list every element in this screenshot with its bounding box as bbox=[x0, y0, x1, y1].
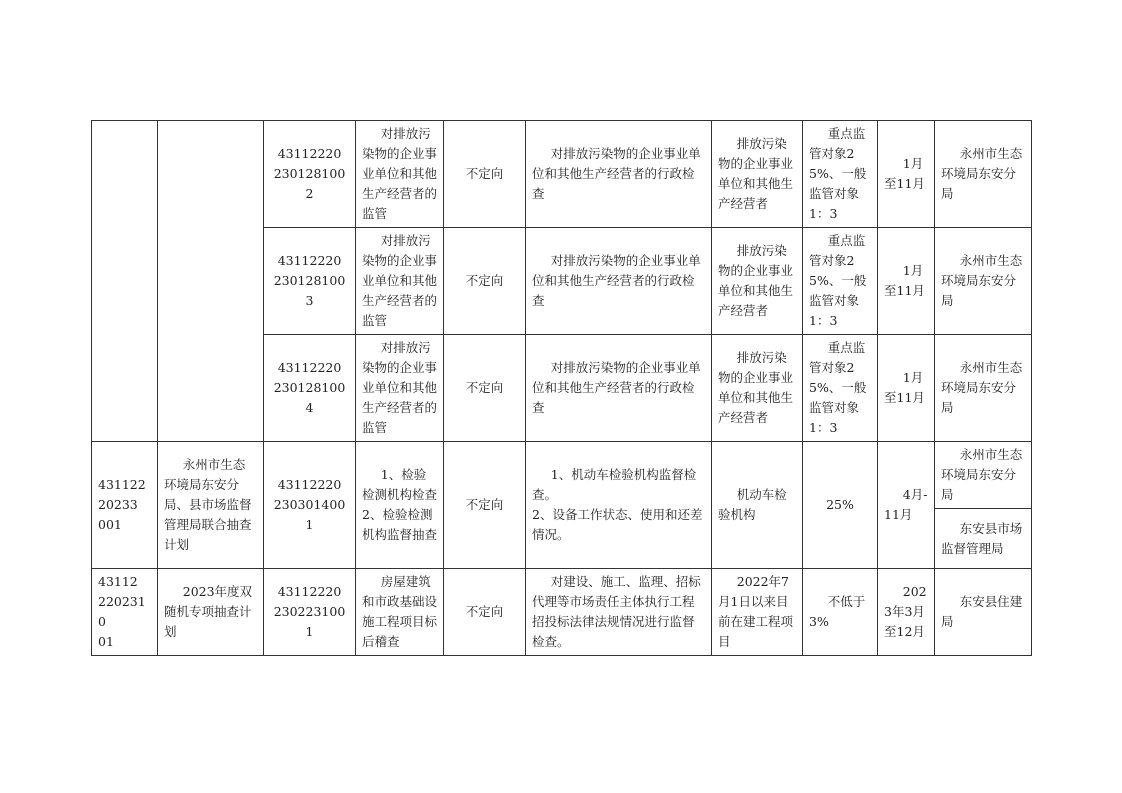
inspection-content-cell: 对建设、施工、监理、招标代理等市场责任主体执行工程招投标法律法规情况进行监督检查。 bbox=[526, 569, 712, 656]
sampling-ratio-cell: 重点监管对象25%、一般监管对象1：3 bbox=[803, 121, 878, 228]
inspection-item-cell: 对排放污染物的企业事业单位和其他生产经营者的监管 bbox=[356, 228, 444, 335]
department-cell: 东安县住建局 bbox=[935, 569, 1032, 656]
plan-name-cell bbox=[158, 121, 264, 442]
inspection-target-cell: 排放污染物的企业事业单位和其他生产经营者 bbox=[712, 335, 803, 442]
department-cell: 永州市生态环境局东安分局 bbox=[935, 335, 1032, 442]
plan-code-cell: 43112 2202310 01 bbox=[92, 569, 158, 656]
inspection-target-cell: 排放污染物的企业事业单位和其他生产经营者 bbox=[712, 121, 803, 228]
time-range-cell: 2023年3月至12月 bbox=[878, 569, 935, 656]
department-cell: 永州市生态环境局东安分局 bbox=[935, 121, 1032, 228]
inspection-content-cell: 对排放污染物的企业事业单位和其他生产经营者的行政检查 bbox=[526, 121, 712, 228]
inspection-target-cell: 机动车检验机构 bbox=[712, 442, 803, 569]
time-range-cell: 4月-11月 bbox=[878, 442, 935, 569]
plan-code-cell: 431122 20233 001 bbox=[92, 442, 158, 569]
plan-name-cell: 永州市生态环境局东安分局、县市场监督管理局联合抽查计划 bbox=[158, 442, 264, 569]
direction-cell: 不定向 bbox=[444, 335, 526, 442]
sampling-ratio-cell: 重点监管对象25%、一般监管对象1：3 bbox=[803, 228, 878, 335]
inspection-plan-table bbox=[91, 120, 1032, 656]
task-code-cell: 43112220 2301281003 bbox=[264, 228, 356, 335]
direction-cell: 不定向 bbox=[444, 442, 526, 569]
sampling-ratio-cell: 25% bbox=[803, 442, 878, 569]
task-code-cell: 43112220 2302231001 bbox=[264, 569, 356, 656]
inspection-target-cell: 2022年7月1日以来目前在建工程项目 bbox=[712, 569, 803, 656]
inspection-item-cell: 房屋建筑和市政基础设施工程项目标后稽查 bbox=[356, 569, 444, 656]
task-code-cell: 43112220 2301281004 bbox=[264, 335, 356, 442]
plan-code-cell bbox=[92, 121, 158, 442]
time-range-cell: 1月至11月 bbox=[878, 228, 935, 335]
time-range-cell: 1月至11月 bbox=[878, 335, 935, 442]
direction-cell: 不定向 bbox=[444, 228, 526, 335]
time-range-cell: 1月至11月 bbox=[878, 121, 935, 228]
direction-cell: 不定向 bbox=[444, 569, 526, 656]
inspection-item-cell: 1、检验检测机构检查 2、检验检测机构监督抽查 bbox=[356, 442, 444, 569]
inspection-target-cell: 排放污染物的企业事业单位和其他生产经营者 bbox=[712, 228, 803, 335]
department-cell: 永州市生态环境局东安分局 bbox=[935, 442, 1032, 509]
department-cell: 永州市生态环境局东安分局 bbox=[935, 228, 1032, 335]
inspection-content-cell: 对排放污染物的企业事业单位和其他生产经营者的行政检查 bbox=[526, 228, 712, 335]
inspection-content-cell: 对排放污染物的企业事业单位和其他生产经营者的行政检查 bbox=[526, 335, 712, 442]
inspection-item-cell: 对排放污染物的企业事业单位和其他生产经营者的监管 bbox=[356, 121, 444, 228]
inspection-item-cell: 对排放污染物的企业事业单位和其他生产经营者的监管 bbox=[356, 335, 444, 442]
inspection-content-cell: 1、机动车检验机构监督检查。 2、设备工作状态、使用和还差情况。 bbox=[526, 442, 712, 569]
sampling-ratio-cell: 不低于3% bbox=[803, 569, 878, 656]
direction-cell: 不定向 bbox=[444, 121, 526, 228]
plan-name-cell: 2023年度双随机专项抽查计划 bbox=[158, 569, 264, 656]
task-code-cell: 43112220 2301281002 bbox=[264, 121, 356, 228]
department-cell-secondary: 东安县市场监督管理局 bbox=[935, 509, 1032, 569]
table-row bbox=[92, 569, 1032, 656]
sampling-ratio-cell: 重点监管对象25%、一般监管对象1：3 bbox=[803, 335, 878, 442]
table-row bbox=[92, 121, 1032, 228]
task-code-cell: 43112220 2303014001 bbox=[264, 442, 356, 569]
table-row bbox=[92, 442, 1032, 509]
